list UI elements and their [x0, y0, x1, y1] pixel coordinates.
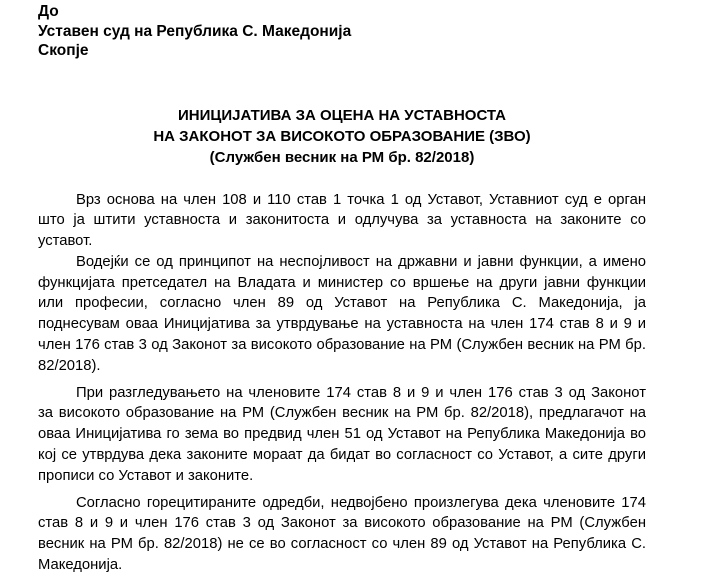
text-line: член 176 став 3 од Законот за високото образование на РМ (Службен весник на РМ бр.	[38, 337, 646, 354]
title-line: (Службен весник на РМ бр. 82/2018)	[209, 148, 475, 166]
text-line: функцијата претседател на Владата и министер со вршење на други јавни функции	[38, 274, 646, 291]
document-body	[38, 190, 646, 576]
paragraph	[38, 493, 646, 576]
title-line: НА ЗАКОНОТ ЗА ВИСОКОТО ОБРАЗОВАНИЕ (ЗВО)	[153, 127, 531, 145]
paragraph	[38, 252, 646, 377]
text-line: што ја штити уставноста и законитоста и одлучува за уставноста на законите со	[38, 212, 646, 229]
paragraph	[38, 190, 646, 252]
text-line: кој се утврдува дека законите мораат да бидат во согласност со Уставот, а сите други	[38, 447, 646, 464]
text-line: 82/2018).	[38, 357, 101, 374]
address-line: До	[38, 3, 59, 20]
text-line: При разгледувањето на членовите 174 став 8 и 9 и член 176 став 3 од Законот	[76, 384, 646, 401]
address-line: Уставен суд на Република С. Македонија	[38, 22, 352, 40]
document-title	[38, 105, 646, 168]
recipient-address	[38, 2, 646, 61]
text-line: за високото образование на РМ (Службен весник на РМ бр. 82/2018), предлагачот на	[38, 405, 646, 422]
text-line: поднесувам оваа Иницијатива за утврдување на уставноста на член 174 став 8 и 9 и	[38, 316, 646, 333]
text-line: Водејќи се од принципот на неспојливост на државни и јавни функции, а имено	[76, 253, 646, 270]
text-line: Македонија.	[38, 557, 123, 574]
text-line: уставот.	[38, 233, 93, 250]
text-line: Согласно горецитираните одредби, недвојбено произлегува дека членовите 174	[76, 494, 646, 511]
text-line: став 8 и 9 и член 176 став 3 од Законот за високото образование на РМ (Службен	[38, 515, 646, 532]
title-line: ИНИЦИЈАТИВА ЗА ОЦЕНА НА УСТАВНОСТА	[178, 106, 506, 124]
address-line: Скопје	[38, 42, 89, 59]
text-line: весник на РМ бр. 82/2018) не се во согласност со член 89 од Уставот на Република С.	[38, 536, 646, 553]
text-line: или професии, согласно член 89 од Уставот на Република С. Македонија, ја	[38, 295, 646, 312]
text-line: оваа Иницијатива го зема во предвид член 51 од Уставот на Република Македонија во	[38, 426, 646, 443]
document-content	[38, 0, 646, 576]
text-line: прописи со Уставот и законите.	[38, 467, 254, 484]
text-line: Врз основа на член 108 и 110 став 1 точка 1 од Уставот, Уставниот суд е орган	[76, 191, 646, 208]
paragraph	[38, 383, 646, 487]
